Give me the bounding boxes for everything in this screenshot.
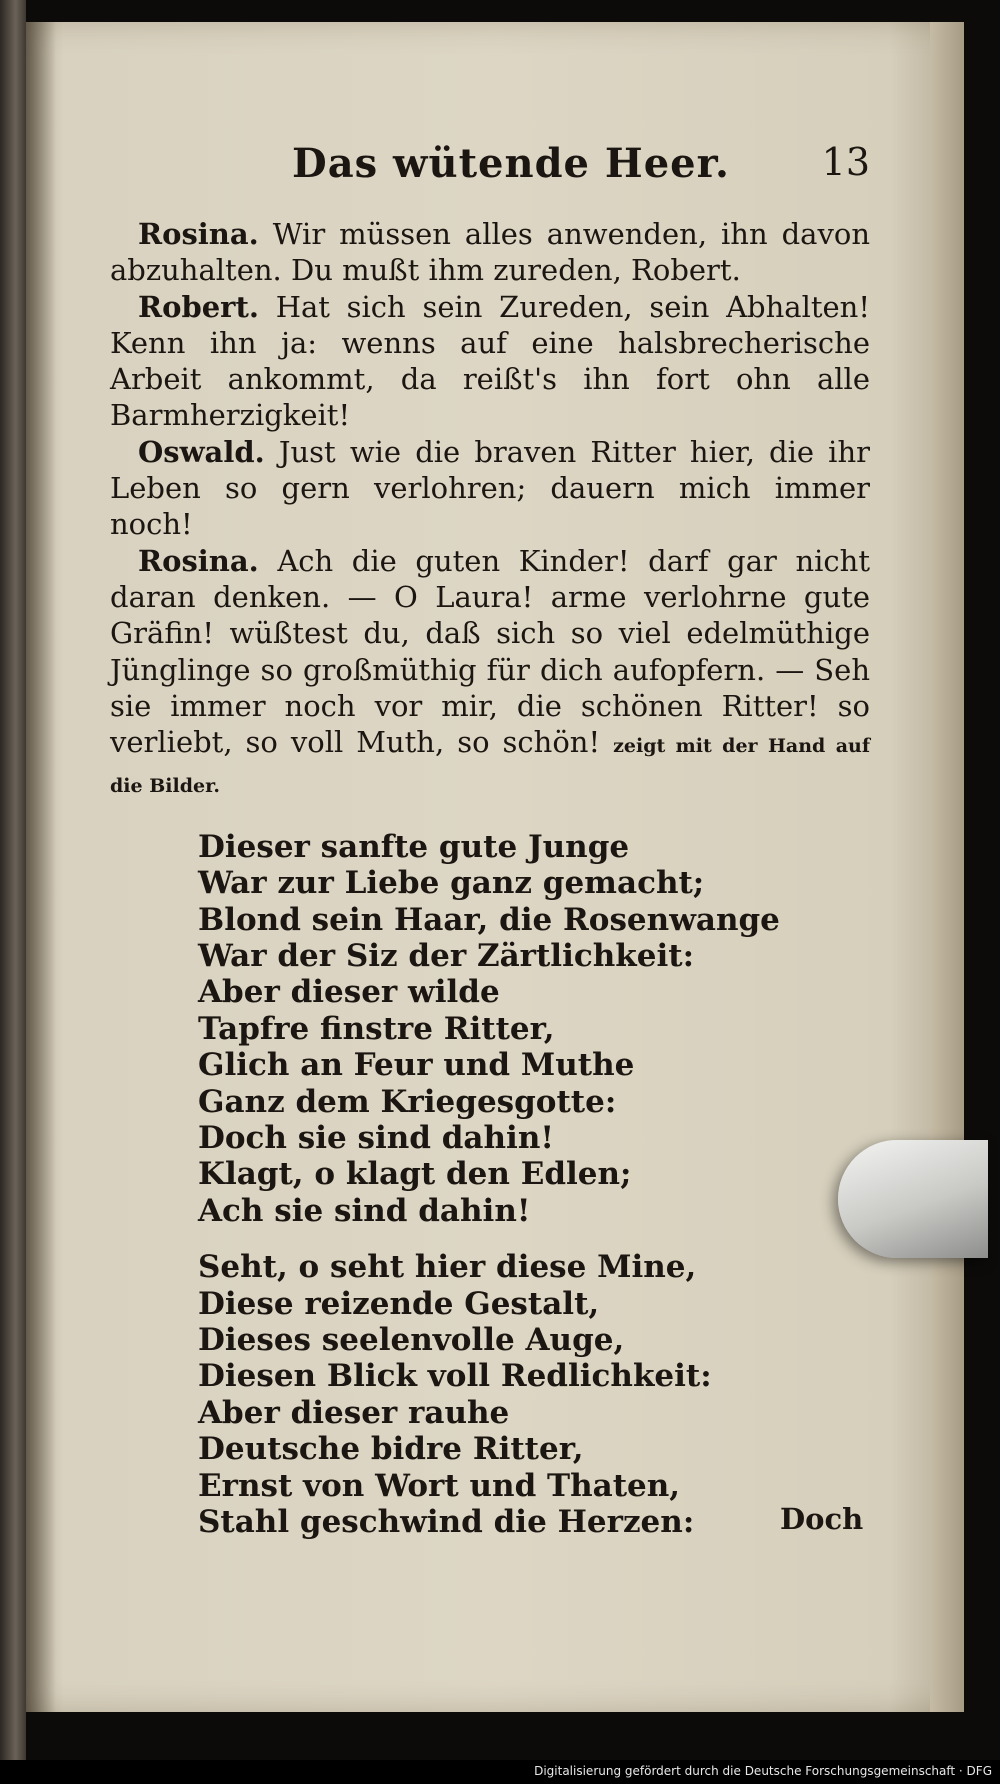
page-text [110,140,870,1540]
speaker-name: Rosina. [138,217,259,251]
catchword: Doch [780,1502,864,1536]
dialogue-paragraph [110,289,870,434]
verse-line: Deutsche bidre Ritter, [198,1431,584,1468]
digitization-credit: Digitalisierung gefördert durch die Deutsche Forschungsgemeinschaft · DFG [534,1764,992,1778]
verse-line: Tapfre finstre Ritter, [198,1010,555,1047]
verse-line: Diesen Blick voll Redlichkeit: [198,1358,712,1395]
page-edge-right [930,22,964,1712]
verse-line: Blond sein Haar, die Rosenwange [198,901,780,938]
page-header [110,140,870,200]
verse-line: Aber dieser wilde [198,974,500,1011]
dialogue-text: Just wie die braven Ritter hier, die ihr Leben so gern verlohren; dauern mich immer noch! [110,434,870,542]
gutter-shadow [26,22,56,1712]
speaker-name: Rosina. [138,543,259,578]
verse-line: Dieses seelenvolle Auge, [198,1322,625,1359]
verse-line: War der Siz der Zärtlichkeit: [198,937,695,974]
dialogue-text: Hat sich sein Zureden, sein Abhalten! Kenn ihn ja: wenns auf eine halsbrecherische Arbeit ankommt, da reißt's ihn fort ohn alle Barmherzigkeit! [110,289,871,433]
dialogue-paragraph [110,434,870,543]
page-number: 13 [821,140,870,184]
verse-line: Seht, o seht hier diese Mine, [198,1249,697,1286]
verse-line: Glich an Feur und Muthe [198,1047,635,1084]
dialogue-text: Ach die guten Kinder! darf gar nicht daran denken. — O Laura! arme verlohrne gute Gräfin! wüßtest du, daß sich so viel edelmüthige Jünglinge so großmüthig für dich aufopfern. — Seh sie immer noch vor mir, die schönen Ritter! so verliebt, so voll Muth, so schön! [110,543,870,760]
song-verse [198,829,870,1541]
dialogue-text: Wir müssen alles anwenden, ihn davon abzuhalten. Du mußt ihm zureden, Robert. [110,217,870,288]
verse-line: Klagt, o klagt den Edlen; [198,1156,632,1193]
book-edge-left [0,0,26,1784]
dialogue-paragraph [110,216,870,289]
verse-line: War zur Liebe ganz gemacht; [198,865,705,902]
verse-line: Ernst von Wort und Thaten, [198,1467,681,1504]
verse-line: Aber dieser rauhe [198,1394,510,1431]
verse-line: Ach sie sind dahin! [198,1192,531,1229]
verse-line: Dieser sanfte gute Junge [198,828,630,865]
verse-line: Ganz dem Kriegesgotte: [198,1083,617,1120]
page-clip [838,1140,988,1258]
verse-line: Diese reizende Gestalt, [198,1285,600,1322]
running-title: Das wütende Heer. [292,140,730,187]
stanza-gap [198,1229,870,1249]
dialogue-paragraph [110,543,870,805]
verse-line: Stahl geschwind die Herzen: [198,1504,695,1541]
speaker-name: Robert. [138,289,259,324]
speaker-name: Oswald. [138,434,265,469]
stage-direction: zeigt mit der Hand auf die Bilder. [110,735,870,798]
verse-line: Doch sie sind dahin! [198,1120,554,1156]
